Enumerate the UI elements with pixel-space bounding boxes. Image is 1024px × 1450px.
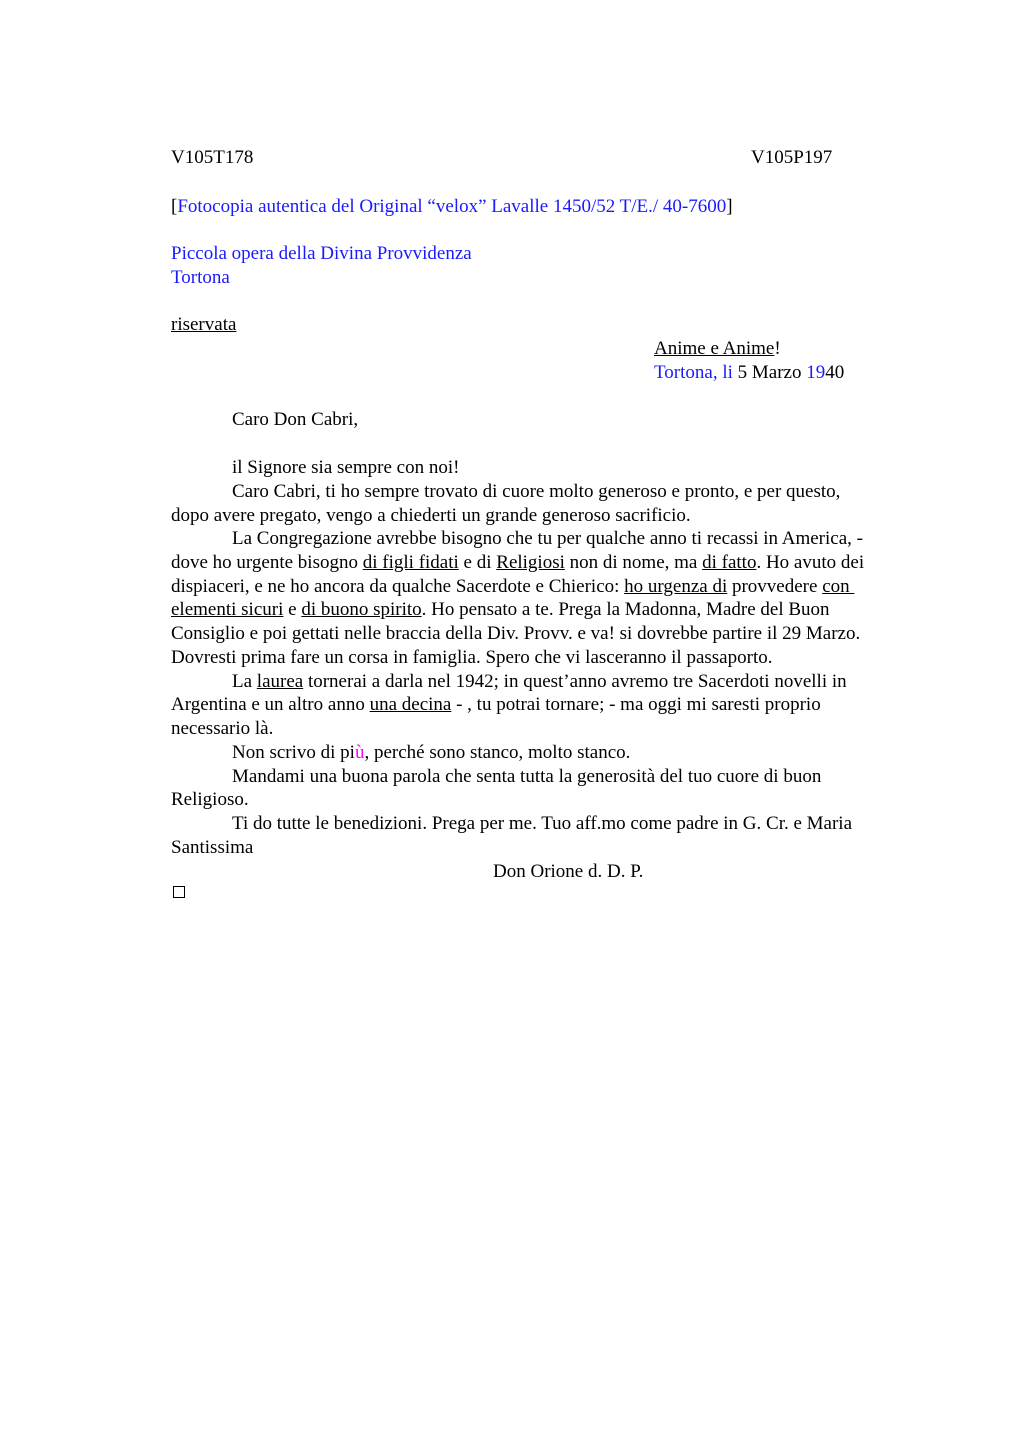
signature: Don Orione d. D. P. (493, 861, 644, 882)
body-line-13 (232, 741, 630, 765)
document-code-left: V105T178 (171, 147, 254, 168)
body-line-9: Dovresti prima fare un corsa in famiglia. Spero che vi lasceranno il passaporto. (171, 647, 773, 668)
salutation: Caro Don Cabri, (232, 409, 359, 430)
text-segment: provvedere (727, 576, 823, 597)
underlined-phrase: con (822, 576, 855, 597)
highlighted-accent-char: ù (354, 742, 365, 763)
dateline (654, 361, 844, 385)
body-line-3: dopo avere pregato, vengo a chiederti un grande generoso sacrificio. (171, 505, 691, 526)
text-segment: , perché sono stanco, molto stanco. (364, 742, 631, 763)
checkbox-square-icon (173, 886, 185, 898)
body-line-7 (171, 598, 830, 622)
underlined-phrase: di buono spirito (301, 599, 422, 620)
body-line-6 (171, 575, 854, 599)
text-segment: e di (458, 552, 497, 573)
source-note-close-bracket: ] (726, 196, 733, 217)
letterhead-city: Tortona (171, 267, 230, 288)
text-segment: dispiaceri, e ne ho ancora da qualche Sacerdote e Chierico: (171, 576, 625, 597)
body-line-4: La Congregazione avrebbe bisogno che tu per qualche anno ti recassi in America, - (232, 528, 863, 549)
dateline-year-suffix: 40 (825, 362, 845, 383)
text-segment: dove ho urgente bisogno (171, 552, 363, 573)
text-segment: La (232, 671, 257, 692)
letterhead-organization: Piccola opera della Divina Provvidenza (171, 243, 472, 264)
body-line-5 (171, 551, 864, 575)
body-line-12: necessario là. (171, 718, 274, 739)
body-line-10 (232, 670, 847, 694)
body-line-1: il Signore sia sempre con noi! (232, 457, 460, 478)
text-segment: tornerai a darla nel 1942; in quest’anno avremo tre Sacerdoti novelli in (303, 671, 847, 692)
text-segment: e (283, 599, 302, 620)
underlined-phrase: una decina (369, 694, 452, 715)
document-code-right: V105P197 (751, 147, 833, 168)
body-line-16: Ti do tutte le benedizioni. Prega per me. Tuo aff.mo come padre in G. Cr. e Maria (232, 813, 853, 834)
source-note (171, 195, 733, 219)
body-line-11 (171, 693, 821, 717)
text-segment: Non scrivo di pi (232, 742, 355, 763)
body-line-8: Consiglio e poi gettati nelle braccia della Div. Provv. e va! si dovrebbe partire il 29 Marzo. (171, 623, 861, 644)
source-note-open-bracket: [ (171, 196, 178, 217)
underlined-phrase: di fatto (702, 552, 757, 573)
text-segment: . Ho pensato a te. Prega la Madonna, Madre del Buon (421, 599, 830, 620)
motto-text: Anime e Anime (654, 338, 775, 359)
dateline-year-prefix: 19 (806, 362, 826, 383)
dateline-place: Tortona, li (654, 362, 733, 383)
body-line-15: Religioso. (171, 789, 249, 810)
body-line-17: Santissima (171, 837, 254, 858)
underlined-phrase: laurea (256, 671, 304, 692)
body-line-2: Caro Cabri, ti ho sempre trovato di cuore molto generoso e pronto, e per questo, (232, 481, 841, 502)
text-segment: - , tu potrai tornare; - ma oggi mi saresti proprio (451, 694, 821, 715)
underlined-phrase: ho urgenza di (624, 576, 728, 597)
classification-label: riservata (171, 314, 237, 335)
underlined-phrase: elementi sicuri (171, 599, 284, 620)
dateline-day-month: 5 Marzo (732, 362, 807, 383)
underlined-phrase: Religiosi (496, 552, 565, 573)
underlined-phrase: di figli fidati (362, 552, 459, 573)
text-segment: . Ho avuto dei (756, 552, 865, 573)
text-segment: non di nome, ma (564, 552, 703, 573)
motto-punctuation: ! (774, 338, 781, 359)
motto (654, 337, 781, 361)
source-note-text: Fotocopia autentica del Original “velox” Lavalle 1450/52 T/E./ 40-7600 (177, 196, 727, 217)
body-line-14: Mandami una buona parola che senta tutta la generosità del tuo cuore di buon (232, 766, 822, 787)
text-segment: Argentina e un altro anno (171, 694, 370, 715)
